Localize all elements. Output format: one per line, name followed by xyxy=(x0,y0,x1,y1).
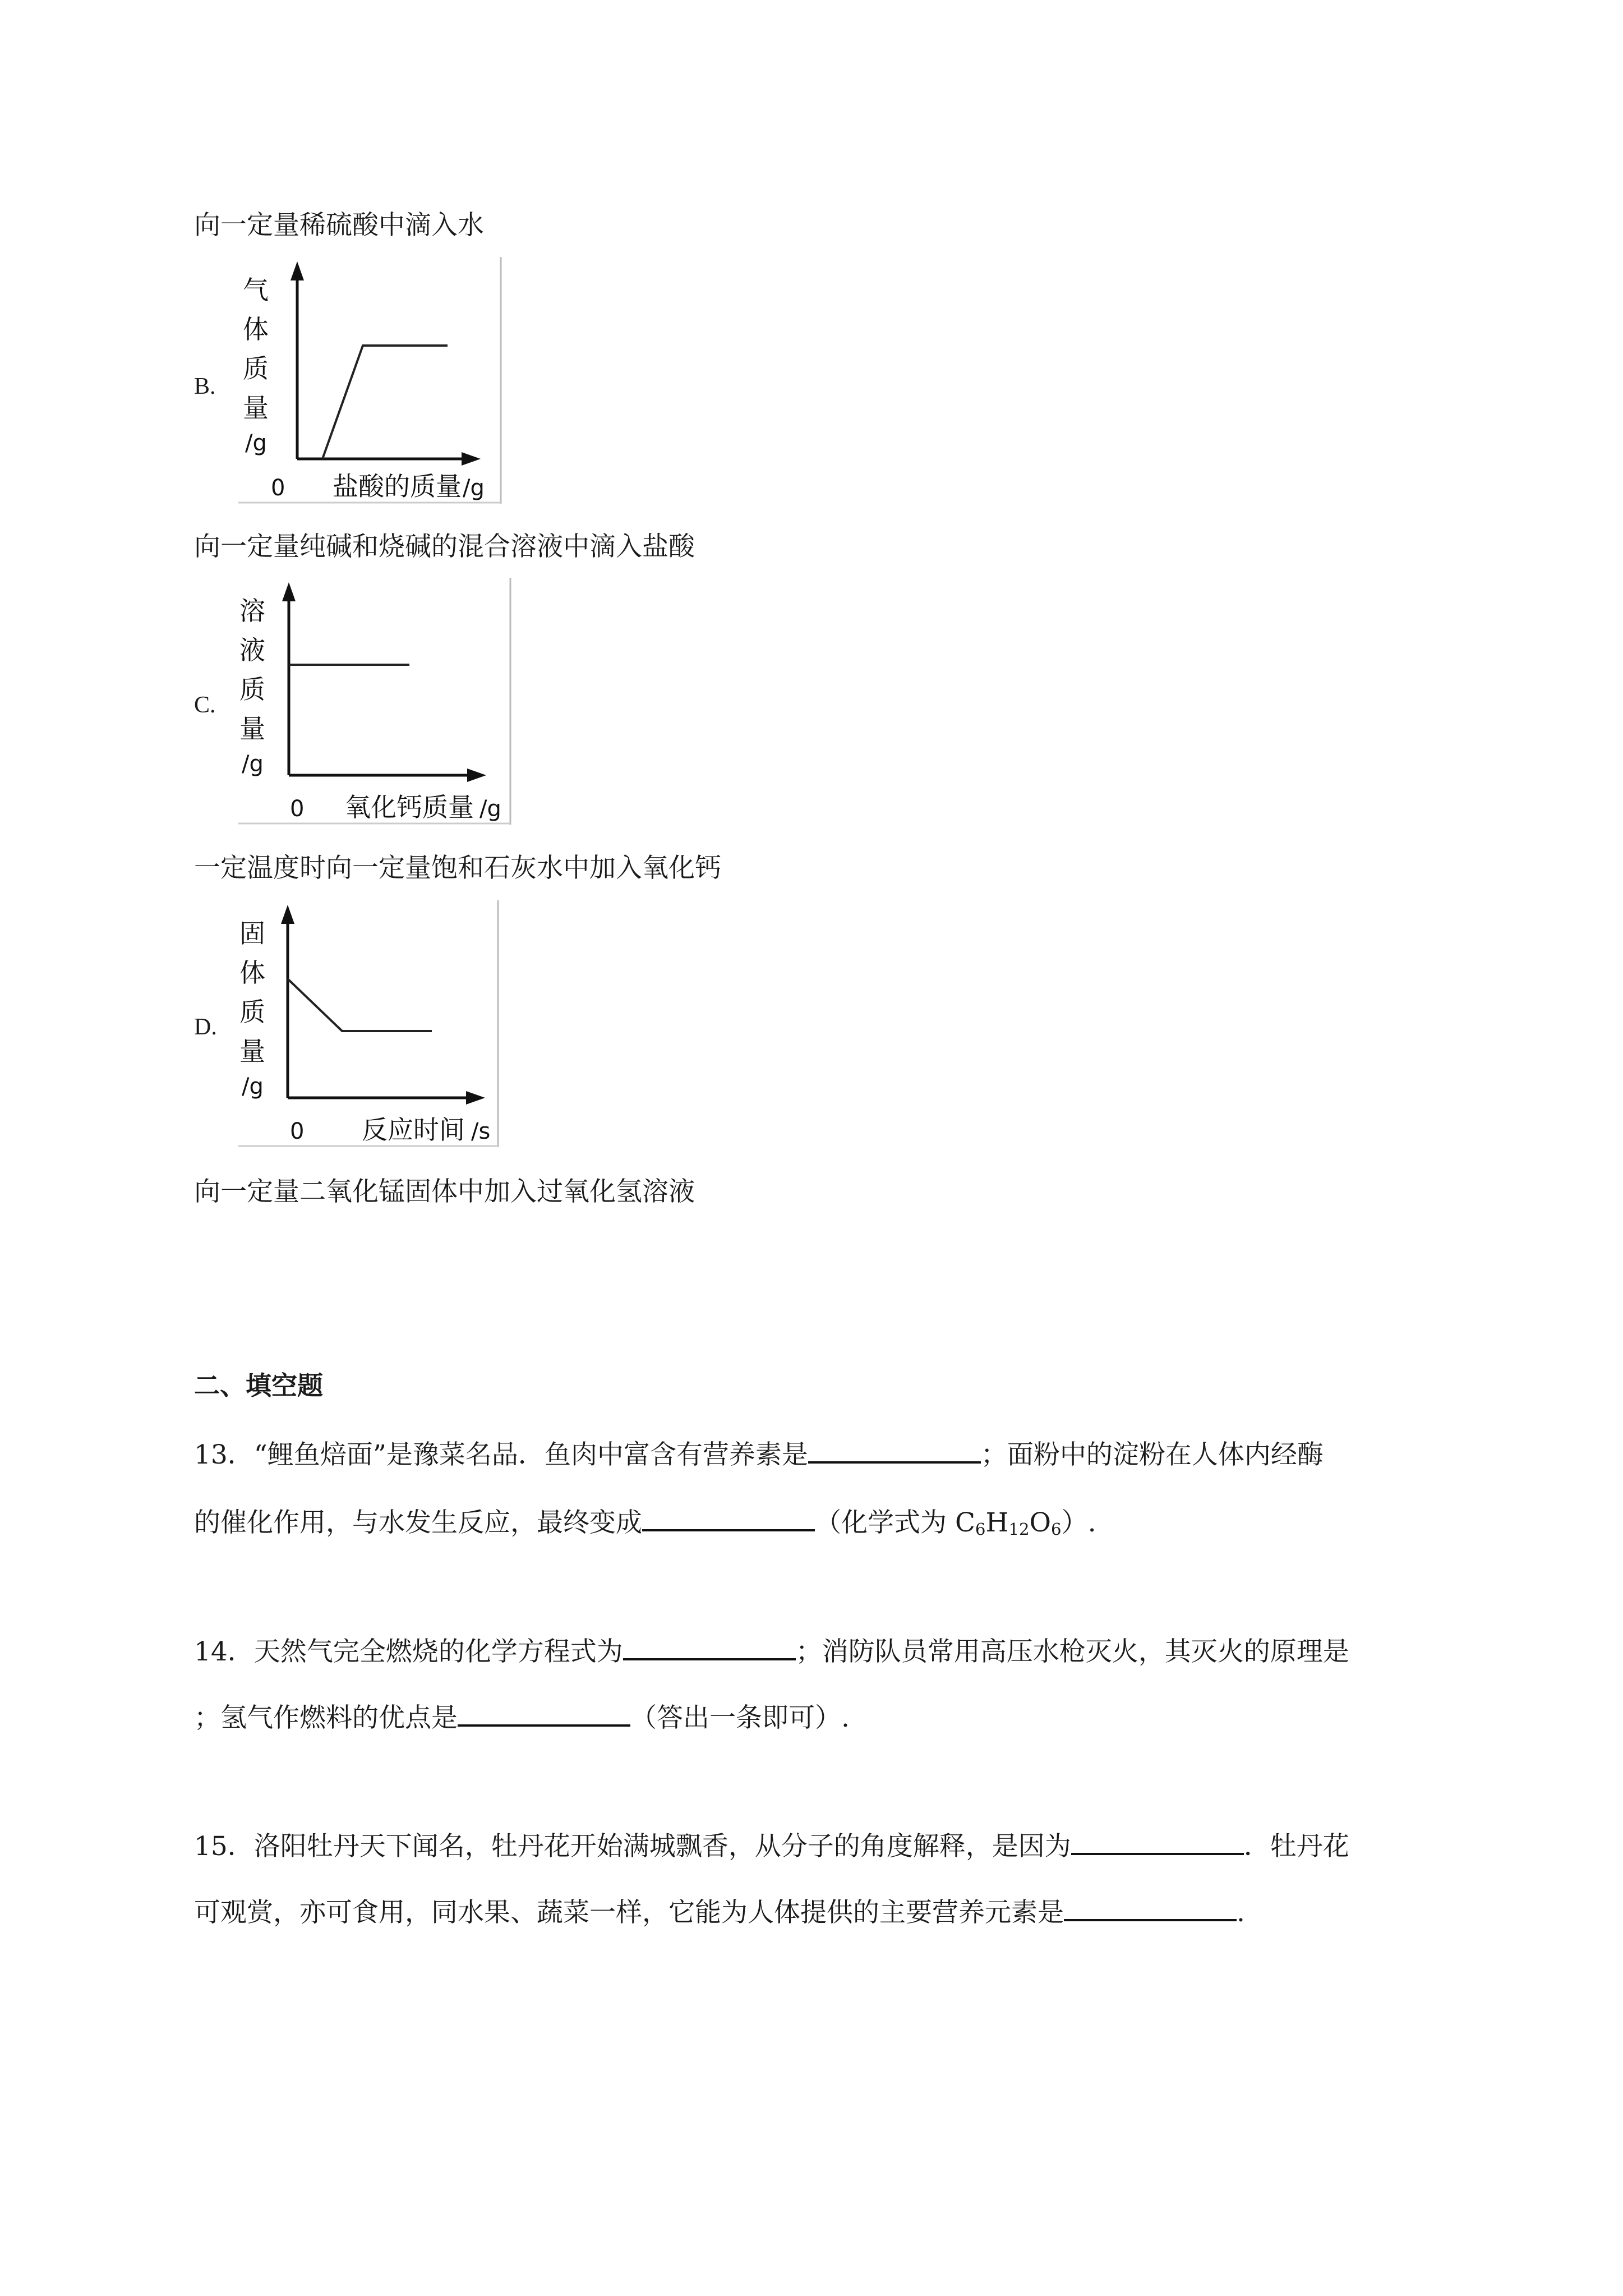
y-label-char: 质 xyxy=(243,353,269,384)
formula-element: H xyxy=(985,1507,1009,1538)
y-unit: /g xyxy=(242,751,264,777)
curve-b xyxy=(322,346,448,459)
q14-text: 14．天然气完全燃烧的化学方程式为 xyxy=(194,1636,623,1667)
curve-d xyxy=(288,979,432,1031)
q15-line1 xyxy=(194,1827,1349,1864)
option-b-caption: 向一定量纯碱和烧碱的混合溶液中滴入盐酸 xyxy=(194,531,695,562)
y-label-char: 量 xyxy=(243,393,269,423)
q14-line1 xyxy=(194,1632,1349,1669)
y-unit: /g xyxy=(242,1074,264,1099)
x-label: 氧化钙质量 xyxy=(345,792,474,822)
q13-text: ；面粉中的淀粉在人体内经酶 xyxy=(980,1439,1324,1470)
q13-blank-1[interactable] xyxy=(808,1435,981,1464)
graph-c xyxy=(238,578,513,825)
y-label-char: 气 xyxy=(243,275,269,305)
q15-blank-1[interactable] xyxy=(1071,1827,1244,1855)
q14-text: ；氢气作燃料的优点是 xyxy=(194,1703,458,1733)
x-axis-arrow xyxy=(466,1091,485,1105)
q13-text: ）. xyxy=(1061,1507,1096,1538)
y-label-char: 溶 xyxy=(239,596,265,626)
q13-text: 13．“鲤鱼焙面”是豫菜名品．鱼肉中富含有营养素是 xyxy=(194,1439,808,1470)
x-unit: /s xyxy=(471,1119,491,1144)
y-label-char: 质 xyxy=(239,674,265,705)
x-axis-arrow xyxy=(462,452,481,466)
formula-element: O xyxy=(1029,1507,1052,1538)
q13-text: （化学式为 C xyxy=(815,1507,975,1538)
origin-label: 0 xyxy=(290,1119,305,1144)
q15-text: ．牡丹花 xyxy=(1243,1831,1349,1862)
origin-label: 0 xyxy=(271,475,285,501)
y-label-char: 质 xyxy=(239,997,265,1027)
q13-line2 xyxy=(194,1503,1096,1546)
graph-d xyxy=(238,900,502,1147)
origin-label: 0 xyxy=(290,796,305,822)
section-title: 二、填空题 xyxy=(194,1370,323,1401)
y-label-char: 体 xyxy=(243,314,269,344)
formula-subscript: 12 xyxy=(1008,1519,1030,1539)
q13-text: 的催化作用，与水发生反应，最终变成 xyxy=(194,1507,642,1538)
option-d-label: D. xyxy=(194,1014,217,1040)
y-label-char: 液 xyxy=(239,635,265,665)
x-unit: /g xyxy=(479,796,501,822)
q13-line1 xyxy=(194,1435,1324,1472)
y-axis-arrow xyxy=(282,582,296,601)
y-unit: /g xyxy=(245,430,267,456)
q14-line2 xyxy=(194,1699,850,1735)
option-c-caption: 一定温度时向一定量饱和石灰水中加入氧化钙 xyxy=(194,853,721,884)
formula-subscript: 6 xyxy=(975,1519,986,1539)
q15-text: . xyxy=(1237,1897,1245,1928)
q15-text: 可观赏，亦可食用，同水果、蔬菜一样，它能为人体提供的主要营养元素是 xyxy=(194,1897,1064,1928)
q15-line2 xyxy=(194,1893,1245,1930)
y-axis-arrow xyxy=(291,261,304,280)
y-label-char: 固 xyxy=(239,918,265,949)
y-label-char: 体 xyxy=(239,958,265,988)
option-d-caption: 向一定量二氧化锰固体中加入过氧化氢溶液 xyxy=(194,1176,695,1207)
formula-subscript: 6 xyxy=(1051,1519,1062,1539)
q15-blank-2[interactable] xyxy=(1064,1893,1237,1921)
x-label: 盐酸的质量 xyxy=(333,471,462,501)
x-axis-arrow xyxy=(467,769,486,782)
q14-text: ；消防队员常用高压水枪灭火，其灭火的原理是 xyxy=(795,1636,1349,1667)
q14-blank-2[interactable] xyxy=(458,1699,630,1727)
option-c-label: C. xyxy=(194,692,216,718)
graph-b xyxy=(238,257,508,504)
option-a-caption: 向一定量稀硫酸中滴入水 xyxy=(194,210,484,241)
y-axis-arrow xyxy=(281,905,294,924)
y-label-char: 量 xyxy=(239,1036,265,1066)
option-b-label: B. xyxy=(194,374,216,399)
q14-blank-1[interactable] xyxy=(623,1632,796,1660)
q14-text: （答出一条即可）. xyxy=(630,1703,850,1733)
x-label: 反应时间 xyxy=(362,1115,465,1145)
q15-text: 15．洛阳牡丹天下闻名，牡丹花开始满城飘香，从分子的角度解释，是因为 xyxy=(194,1831,1071,1862)
q13-blank-2[interactable] xyxy=(642,1503,815,1531)
x-unit: /g xyxy=(463,475,485,501)
y-label-char: 量 xyxy=(239,714,265,744)
